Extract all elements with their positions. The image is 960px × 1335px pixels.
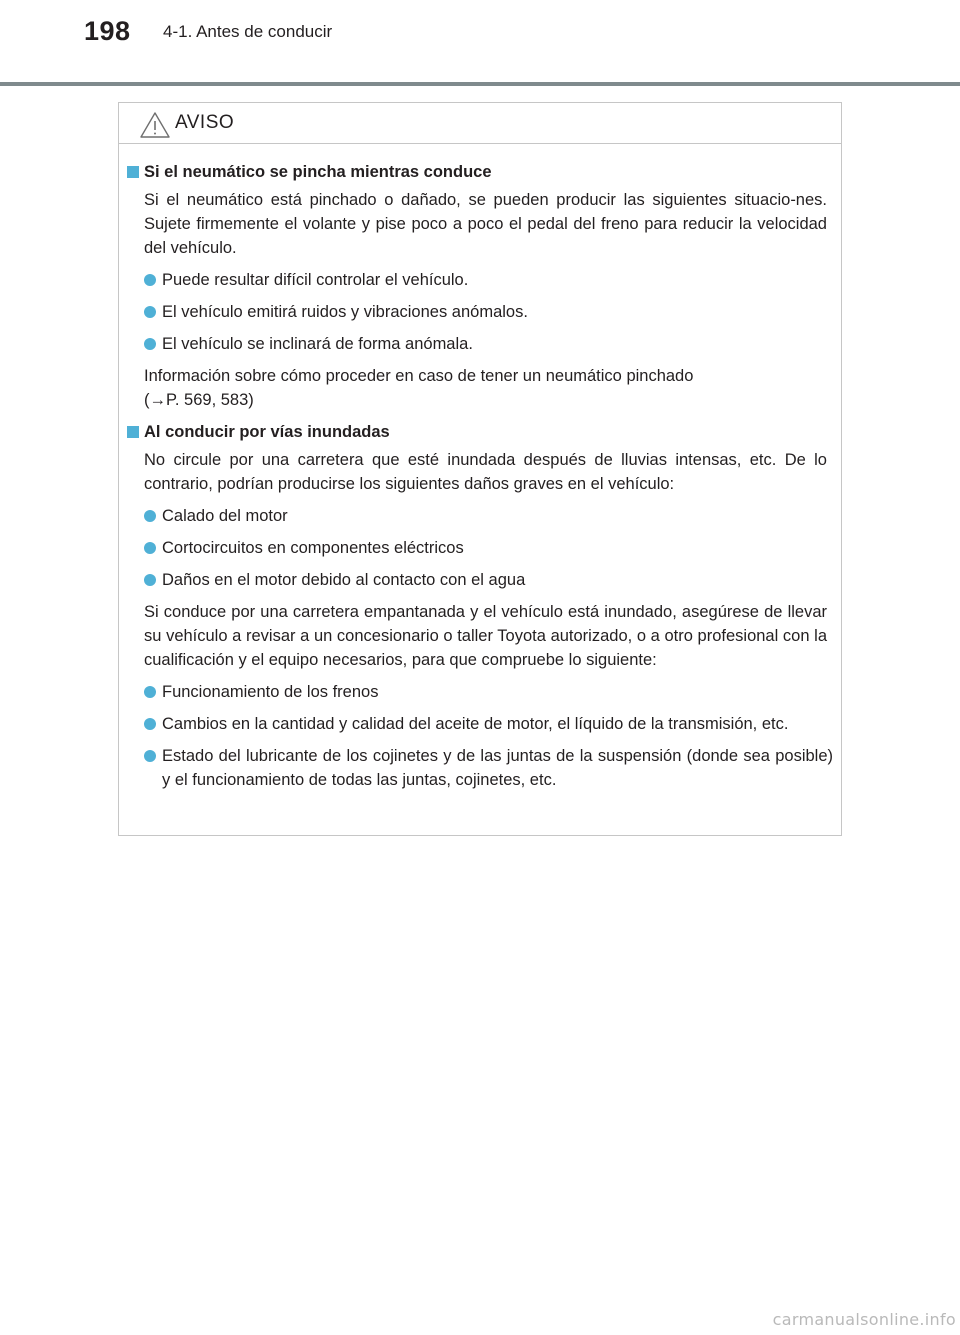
section-heading-text: Al conducir por vías inundadas: [144, 423, 390, 441]
dot-bullet-icon: [144, 306, 156, 318]
list-item: [119, 744, 841, 792]
list-item-text: Estado del lubricante de los cojinetes y de las juntas de la suspensión (donde sea posible) y el funcionamiento de todas las juntas, cojinetes, etc.: [162, 747, 833, 789]
list-item: [119, 504, 841, 528]
list-item-text: Cambios en la cantidad y calidad del aceite de motor, el líquido de la transmisión, etc.: [162, 715, 789, 733]
dot-bullet-icon: [144, 542, 156, 554]
paragraph: Si el neumático está pinchado o dañado, se pueden producir las siguientes situacio-nes. Sujete firmemente el volante y pise poco a poco el pedal del freno para reducir la velocidad del vehículo.: [144, 191, 827, 257]
warning-triangle-icon: [139, 111, 171, 139]
list-item-text: Calado del motor: [162, 507, 288, 525]
square-bullet-icon: [127, 426, 139, 438]
list-item-text: El vehículo emitirá ruidos y vibraciones anómalos.: [162, 303, 528, 321]
page-reference: (→P. 569, 583): [144, 391, 254, 409]
reference-text: Información sobre cómo proceder en caso de tener un neumático pinchado: [144, 367, 694, 385]
list-item-text: El vehículo se inclinará de forma anómala.: [162, 335, 473, 353]
dot-bullet-icon: [144, 574, 156, 586]
list-item: [119, 332, 841, 356]
list-item-text: Funcionamiento de los frenos: [162, 683, 379, 701]
watermark: carmanualsonline.info: [772, 1310, 956, 1329]
paragraph-reference: [119, 364, 841, 412]
page-header: [0, 0, 960, 90]
header-rule: [0, 82, 960, 86]
dot-bullet-icon: [144, 338, 156, 350]
dot-bullet-icon: [144, 686, 156, 698]
paragraph: No circule por una carretera que esté inundada después de lluvias intensas, etc. De lo contrario, podrían producirse los siguientes daños graves en el vehículo:: [144, 451, 827, 493]
section-heading-text: Si el neumático se pincha mientras conduce: [144, 163, 492, 181]
list-item-text: Puede resultar difícil controlar el vehículo.: [162, 271, 469, 289]
list-item-text: Cortocircuitos en componentes eléctricos: [162, 539, 464, 557]
list-item: [119, 300, 841, 324]
list-item: [119, 680, 841, 704]
warning-body: [119, 143, 841, 800]
list-item: [119, 268, 841, 292]
paragraph: Si conduce por una carretera empantanada y el vehículo está inundado, asegúrese de llevar su vehículo a revisar a un concesionario o taller Toyota autorizado, o a otro profesional con la cualificación y el equipo necesarios, para que compruebe lo siguiente:: [144, 603, 827, 669]
warning-box: [118, 102, 842, 836]
section-heading: [119, 420, 841, 444]
section-flat-tire: [119, 160, 841, 412]
list-item: [119, 536, 841, 560]
square-bullet-icon: [127, 166, 139, 178]
warning-title: AVISO: [175, 112, 235, 133]
section-flooded-roads: [119, 420, 841, 792]
list-item: [119, 568, 841, 592]
dot-bullet-icon: [144, 274, 156, 286]
dot-bullet-icon: [144, 750, 156, 762]
list-item: [119, 712, 841, 736]
page-number: 198: [84, 16, 131, 46]
section-title: 4-1. Antes de conducir: [163, 22, 333, 41]
list-item-text: Daños en el motor debido al contacto con el agua: [162, 571, 526, 589]
section-heading: [119, 160, 841, 184]
dot-bullet-icon: [144, 718, 156, 730]
dot-bullet-icon: [144, 510, 156, 522]
warning-header: [119, 103, 841, 144]
